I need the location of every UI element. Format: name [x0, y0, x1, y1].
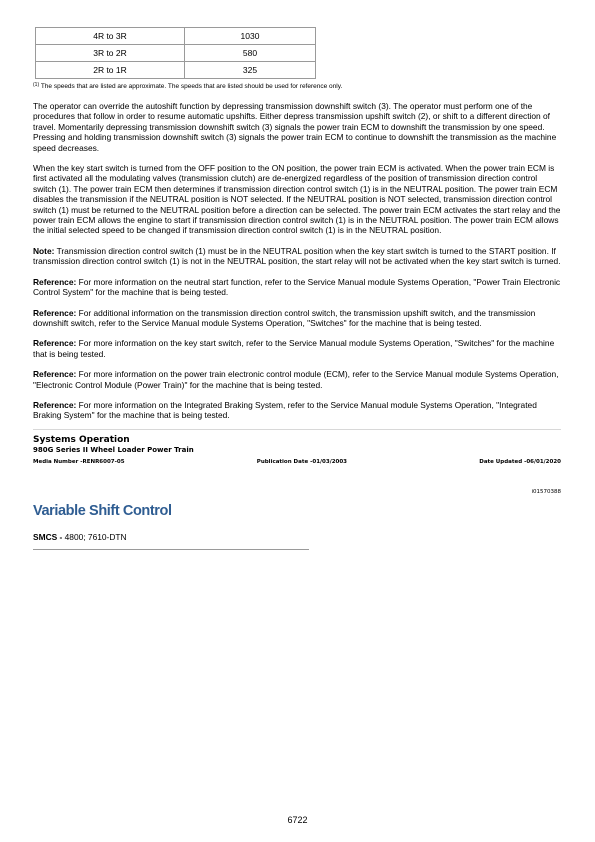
smcs-value: 4800; 7610-DTN: [64, 531, 127, 542]
smcs-divider: [33, 549, 309, 550]
footnote-text: The speeds that are listed are approximate. The speeds that are listed should be used for reference only.: [40, 83, 343, 90]
reference-label: Reference:: [33, 307, 77, 318]
speed-cell: 1030: [185, 28, 316, 45]
document-subtitle: 980G Series II Wheel Loader Power Train: [33, 445, 194, 454]
reference-text: For additional information on the transmission direction control switch, the transmission upshift switch, and the transmission downshift switch, refer to the Service Manual module Systems Operation, "Switches" for the machine that is being tested.: [33, 307, 536, 328]
document-title: Systems Operation: [33, 434, 130, 445]
section-divider: [33, 429, 561, 430]
reference-text: For more information on the power train electronic control module (ECM), refer to the Service Manual module Systems Operation, "Electronic Control Module (Power Train)" for the machine that is being tested.: [33, 369, 559, 390]
date-updated: Date Updated -06/01/2020: [479, 458, 561, 465]
section-title: Variable Shift Control: [33, 502, 172, 519]
reference-paragraph: [33, 400, 561, 421]
publication-date: Publication Date -01/03/2003: [256, 458, 348, 465]
paragraph-key-start: When the key start switch is turned from the OFF position to the ON position, the power train ECM is activated. When the power train ECM is first activated all the modulating valves (transmission clutch) are de-energized regardless of the position of transmission direction control switch (1). The power train ECM then determines if transmission direction control switch (1) is in the NEUTRAL position. The power train ECM disables the transmission if the NEUTRAL position is NOT selected. If the NEUTRAL position is NOT selected, transmission direction control switch (1) must be returned to the NEUTRAL position before a direction can be selected. The power train ECM activates the start relay and the power train ECM allows the engine to start if transmission direction control switch (1) is in the NEUTRAL position. The power train ECM allows the initial selected speed to be changed if transmission direction control switch (1) is in the NEUTRAL position.: [33, 163, 561, 236]
shift-cell: 2R to 1R: [36, 62, 185, 79]
reference-label: Reference:: [33, 338, 77, 349]
smcs-label: SMCS -: [33, 531, 65, 542]
table-row: [36, 62, 316, 79]
document-meta: [33, 459, 561, 465]
footnote-marker: (1): [33, 82, 40, 88]
speed-table: [35, 27, 316, 79]
reference-label: Reference:: [33, 369, 77, 380]
table-row: [36, 28, 316, 45]
reference-text: For more information on the neutral start function, refer to the Service Manual module Systems Operation, "Power Train Electronic Control System" for the machine that is being tested.: [33, 276, 561, 298]
smcs-codes: [33, 532, 561, 542]
shift-cell: 4R to 3R: [36, 28, 185, 45]
reference-text: For more information on the Integrated Braking System, refer to the Service Manual module Systems Operation, "Integrated Braking System" for the machine that is being tested.: [33, 399, 537, 421]
media-number: Media Number -RENR6007-05: [33, 458, 125, 465]
note-label: Note:: [33, 245, 55, 256]
reference-paragraph: [33, 369, 561, 390]
note-text: Transmission direction control switch (1) must be in the NEUTRAL position when the key start switch is turned to the START position. If transmission direction control switch (1) is not in the NEUTRAL position, the start relay will not be activated when the key start switch is turned.: [33, 245, 561, 267]
reference-paragraph: [33, 308, 561, 329]
paragraph-autoshift: The operator can override the autoshift function by depressing transmission downshift switch (3). The operator must perform one of the procedures that follow in order to resume automatic upshifts. Either depress transmission upshift switch (2), or shift to a different direction of travel. Momentarily depressing transmission downshift switch (3) signals the power train ECM to downshift the transmission by one speed. Pressing and holding transmission downshift switch (3) signals the power train ECM to continue to downshift the transmission as the machine speed decreases.: [33, 101, 557, 153]
table-row: [36, 45, 316, 62]
reference-label: Reference:: [33, 276, 77, 287]
table-footnote: [33, 82, 561, 90]
page-number: 6722: [287, 815, 308, 825]
page-content: [33, 27, 561, 550]
shift-cell: 3R to 2R: [36, 45, 185, 62]
reference-label: Reference:: [33, 399, 77, 410]
note-paragraph: [33, 246, 561, 267]
speed-cell: 580: [185, 45, 316, 62]
speed-cell: 325: [185, 62, 316, 79]
document-id: i01570388: [531, 488, 561, 495]
reference-paragraph: [33, 277, 561, 298]
reference-text: For more information on the key start switch, refer to the Service Manual module Systems Operation, "Switches" for the machine that is being tested.: [33, 338, 555, 359]
reference-paragraph: [33, 338, 561, 359]
